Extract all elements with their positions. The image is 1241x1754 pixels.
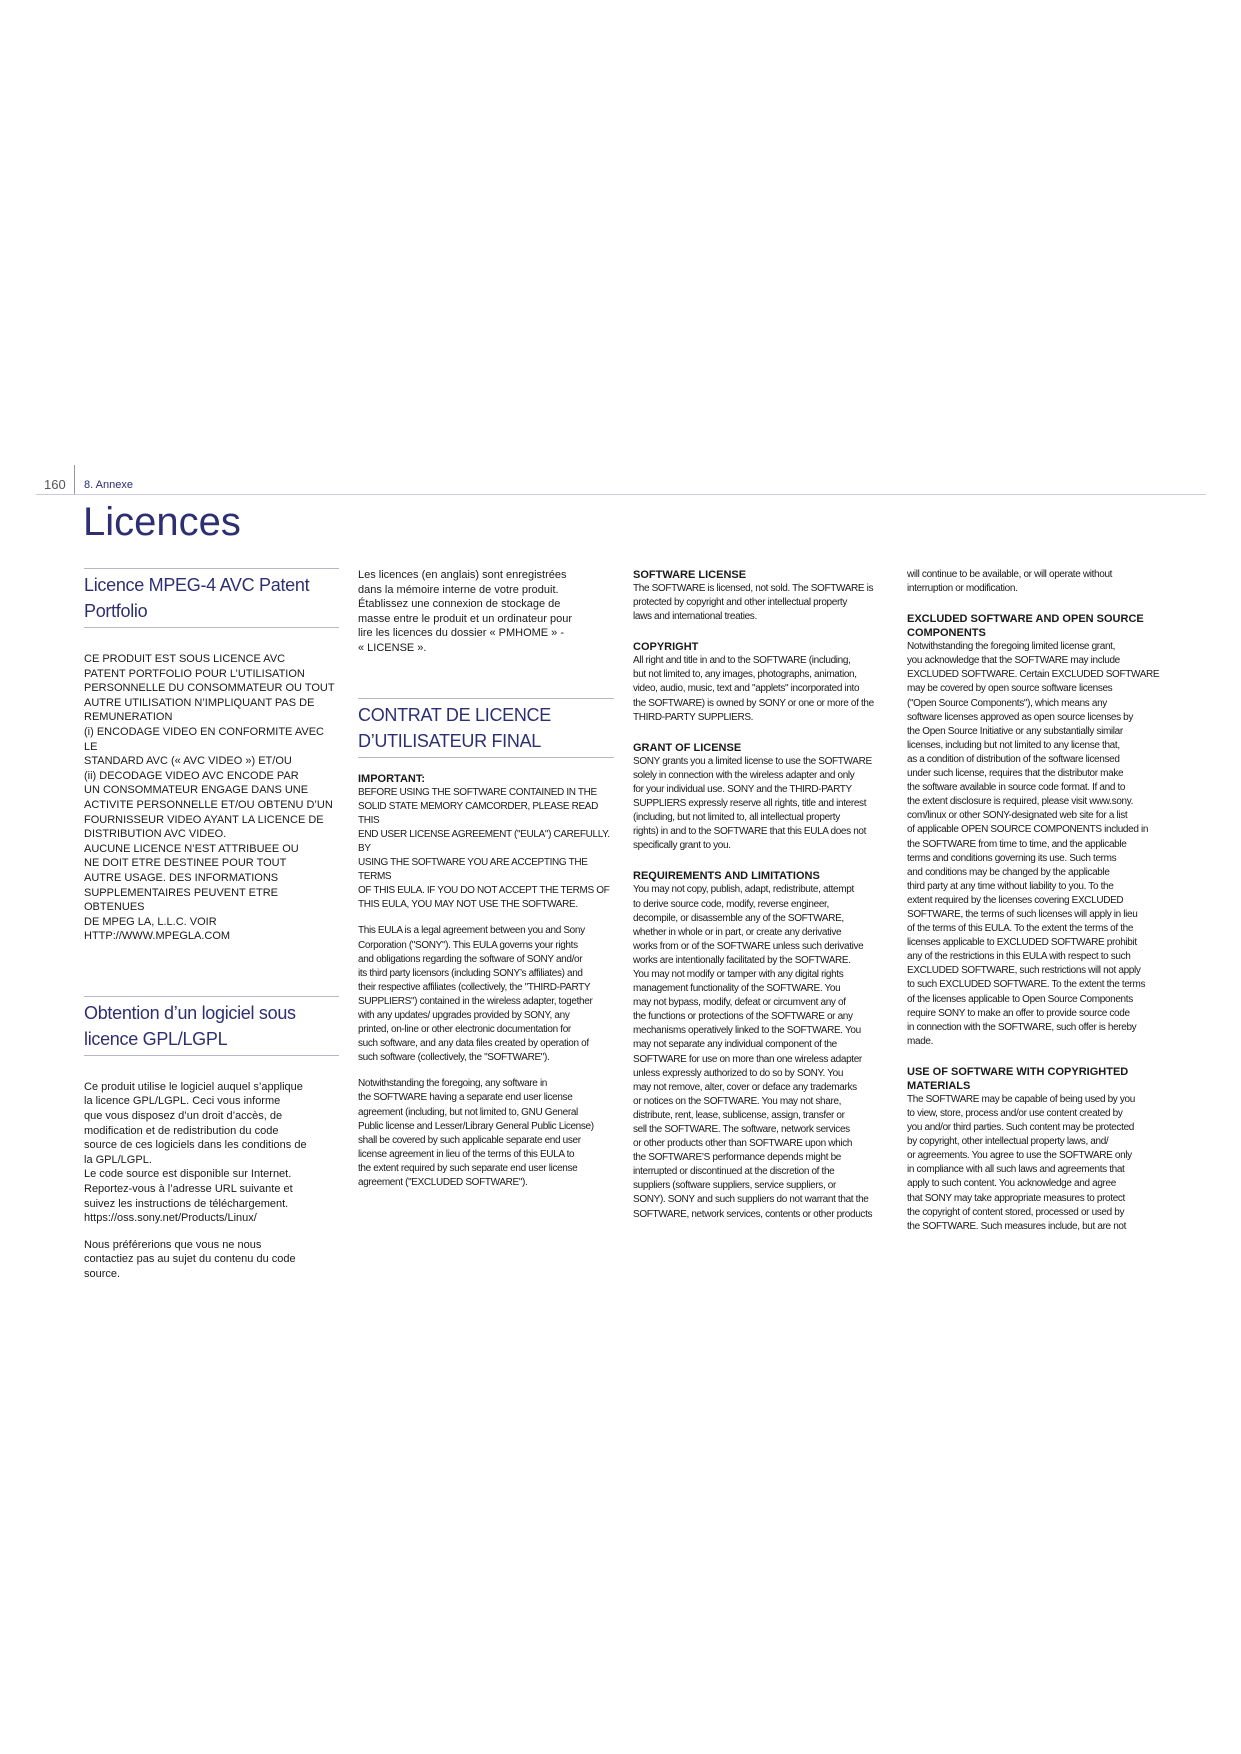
- continuation-text: will continue to be available, or will operate without interruption or modification.: [907, 569, 1113, 595]
- grant-section: [633, 741, 888, 854]
- eula-heading: CONTRAT DE LICENCE D’UTILISATEUR FINAL: [358, 704, 551, 751]
- gpl-heading-block: [84, 996, 339, 1056]
- copyrighted-materials-text: The SOFTWARE may be capable of being used by you to view, store, process and/or use content created by you and/or third parties. Such content may be protected by copyright, other intellectual property laws, and/ or agreements. You agree to use the SOFTWARE only in compliance with all such laws and agreements that apply to such content. You acknowledge and agree that SONY may take appropriate measures to protect the copyright of content stored, processed or used by the SOFTWARE. Such measures include, but are not: [907, 1093, 1135, 1232]
- copyrighted-materials-section: [907, 1065, 1162, 1234]
- header-divider: [74, 465, 75, 495]
- copyright-text: All right and title in and to the SOFTWARE (including, but not limited to, any images, photographs, animation, video, audio, music, text and "applets" incorporated into the SOFTWARE) is owned by SONY or one or more of the THIRD-PARTY SUPPLIERS.: [633, 655, 874, 723]
- copyrighted-materials-heading: USE OF SOFTWARE WITH COPYRIGHTED MATERIALS: [907, 1065, 1129, 1092]
- mpeg-heading-block: [84, 568, 339, 628]
- software-license-section: [633, 568, 888, 624]
- requirements-text: You may not copy, publish, adapt, redistribute, attempt to derive source code, modify, reverse engineer, decompile, or disassemble any of the SOFTWARE, whether in whole or in part, or create any derivative works from or of the SOFTWARE unless such derivative works are intentionally facilitated by the SOFTWARE. You may not modify or tamper with any digital rights management functionality of the SOFTWARE. You may not bypass, modify, defeat or circumvent any of the functions or protections of the SOFTWARE or any mechanisms operatively linked to the SOFTWARE. You may not separate any individual component of the SOFTWARE for use on more than one wireless adapter unless expressly authorized to do so by SONY. You may not remove, alter, cover or deface any trademarks or notices on the SOFTWARE. You may not share, distribute, rent, lease, sublicense, assign, transfer or sell the SOFTWARE. The software, network services or other products other than SOFTWARE upon which the SOFTWARE’S performance depends might be interrupted or discontinued at the discretion of the suppliers (software suppliers, service suppliers, or SONY). SONY and such suppliers do not warrant that the SOFTWARE, network services, contents or other products: [633, 884, 873, 1220]
- eula-heading-block: [358, 698, 614, 758]
- copyright-section: [633, 640, 888, 724]
- grant-text: SONY grants you a limited license to use the SOFTWARE solely in connection with the wireless adapter and only for your individual use. SONY and the THIRD-PARTY SUPPLIERS expressly reserve all rights, title and interest (including, but not limited to, all intellectual property rights) in and to the SOFTWARE that this EULA does not specifically grant to you.: [633, 755, 872, 852]
- column-4: [907, 568, 1162, 1250]
- header-rule: [36, 494, 1206, 495]
- eula-paragraph-2: Notwithstanding the foregoing, any software in the SOFTWARE having a separate end user license agreement (including, but not limited to, GNU General Public license and Lesser/Library General Public License) shall be covered by such applicable separate end user license agreement in lieu of the terms of this EULA to the extent required by such separate end user license agreement ("EXCLUDED SOFTWARE").: [358, 1078, 594, 1188]
- requirements-heading: REQUIREMENTS AND LIMITATIONS: [633, 870, 820, 883]
- software-license-heading: SOFTWARE LICENSE: [633, 569, 747, 581]
- continuation-section: [907, 568, 1162, 596]
- column-3: [633, 568, 888, 1238]
- important-label: IMPORTANT:: [358, 772, 426, 785]
- section-breadcrumb: 8. Annexe: [84, 479, 133, 491]
- excluded-software-heading: EXCLUDED SOFTWARE AND OPEN SOURCE COMPONENTS: [907, 613, 1144, 640]
- requirements-section: [633, 869, 888, 1221]
- mpeg-license-text: CE PRODUIT EST SOUS LICENCE AVC PATENT PORTFOLIO POUR L’UTILISATION PERSONNELLE DU CONSOMMATEUR OU TOUT AUTRE UTILISATION N’IMPLIQUANT PAS DE REMUNERATION (i) ENCODAGE VIDEO EN CONFORMITE AVEC LE STANDARD AVC (« AVC VIDEO ») ET/OU (ii) DECODAGE VIDEO AVC ENCODE PAR UN CONSOMMATEUR ENGAGE DANS UNE ACTIVITE PERSONNELLE ET/OU OBTENU D’UN FOURNISSEUR VIDEO AYANT LA LICENCE DE DISTRIBUTION AVC VIDEO. AUCUNE LICENCE N’EST ATTRIBUEE OU NE DOIT ETRE DESTINEE POUR TOUT AUTRE USAGE. DES INFORMATIONS SUPPLEMENTAIRES PEUVENT ETRE OBTENUES DE MPEG LA, L.L.C. VOIR HTTP://WWW.MPEGLA.COM: [84, 653, 335, 943]
- excluded-software-text: Notwithstanding the foregoing limited license grant, you acknowledge that the SOFTWARE may include EXCLUDED SOFTWARE. Certain EXCLUDED SOFTWARE may be covered by open source software licenses ("Open Source Components"), which means any software licenses approved as open source licenses by the Open Source Initiative or any substantially similar licenses, including but not limited to any license that, as a condition of distribution of the software licensed under such license, requires that the distributor make the software available in source code format. If and to the extent disclosure is required, please visit www.sony. com/linux or other SONY-designated web site for a list of applicable OPEN SOURCE COMPONENTS included in the SOFTWARE from time to time, and the applicable terms and conditions governing its use. Such terms and conditions may be changed by the applicable third party at any time without liability to you. To the extent required by the licenses covering EXCLUDED SOFTWARE, the terms of such licenses will apply in lieu of the terms of this EULA. To the extent the terms of the licenses applicable to EXCLUDED SOFTWARE prohibit any of the restrictions in this EULA with respect to such EXCLUDED SOFTWARE, such restrictions will not apply to such EXCLUDED SOFTWARE. To the extent the terms of the licenses applicable to Open Source Components require SONY to make an offer to provide source code in connection with the SOFTWARE, such offer is hereby made.: [907, 641, 1160, 1047]
- column-1: [84, 568, 339, 1294]
- gpl-text-2: Nous préférerions que vous ne nous contactiez pas au sujet du contenu du code source.: [84, 1238, 296, 1280]
- excluded-software-section: [907, 612, 1162, 1049]
- software-license-text: The SOFTWARE is licensed, not sold. The SOFTWARE is protected by copyright and other intellectual property laws and international treaties.: [633, 583, 874, 623]
- gpl-text-1: Ce produit utilise le logiciel auquel s’applique la licence GPL/LGPL. Ceci vous informe que vous disposez d’un droit d’accès, de modification et de redistribution du code source de ces logiciels dans les conditions de la GPL/LGPL. Le code source est disponible sur Internet. Reportez-vous à l’adresse URL suivante et suivez les instructions de téléchargement. https://oss.sony.net/Products/Linux/: [84, 1080, 307, 1225]
- licenses-intro: Les licences (en anglais) sont enregistrées dans la mémoire interne de votre produit. Établissez une connexion de stockage de masse entre le produit et un ordinateur pour lire les licences du dossier « PMHOME » - « LICENSE ».: [358, 569, 573, 654]
- gpl-heading: Obtention d’un logiciel sous licence GPL/LGPL: [84, 1002, 296, 1049]
- eula-paragraph-1: This EULA is a legal agreement between you and Sony Corporation ("SONY"). This EULA governs your rights and obligations regarding the software of SONY and/or its third party licensors (including SONY’s affiliates) and their respective affiliates (collectively, the "THIRD-PARTY SUPPLIERS") contained in the wireless adapter, together with any updates/ upgrades provided by SONY, any printed, on-line or other electronic documentation for such software, and any data files created by operation of such software (collectively, the "SOFTWARE").: [358, 925, 593, 1064]
- page-title: Licences: [83, 500, 241, 544]
- important-text: BEFORE USING THE SOFTWARE CONTAINED IN THE SOLID STATE MEMORY CAMCORDER, PLEASE READ THIS END USER LICENSE AGREEMENT ("EULA") CAREFULLY. BY USING THE SOFTWARE YOU ARE ACCEPTING THE TERMS OF THIS EULA. IF YOU DO NOT ACCEPT THE TERMS OF THIS EULA, YOU MAY NOT USE THE SOFTWARE.: [358, 786, 610, 911]
- mpeg-heading: Licence MPEG-4 AVC Patent Portfolio: [84, 575, 310, 621]
- column-2: [358, 568, 614, 1202]
- copyright-heading: COPYRIGHT: [633, 641, 699, 654]
- page-number: 160: [44, 477, 66, 492]
- grant-heading: GRANT OF LICENSE: [633, 741, 742, 754]
